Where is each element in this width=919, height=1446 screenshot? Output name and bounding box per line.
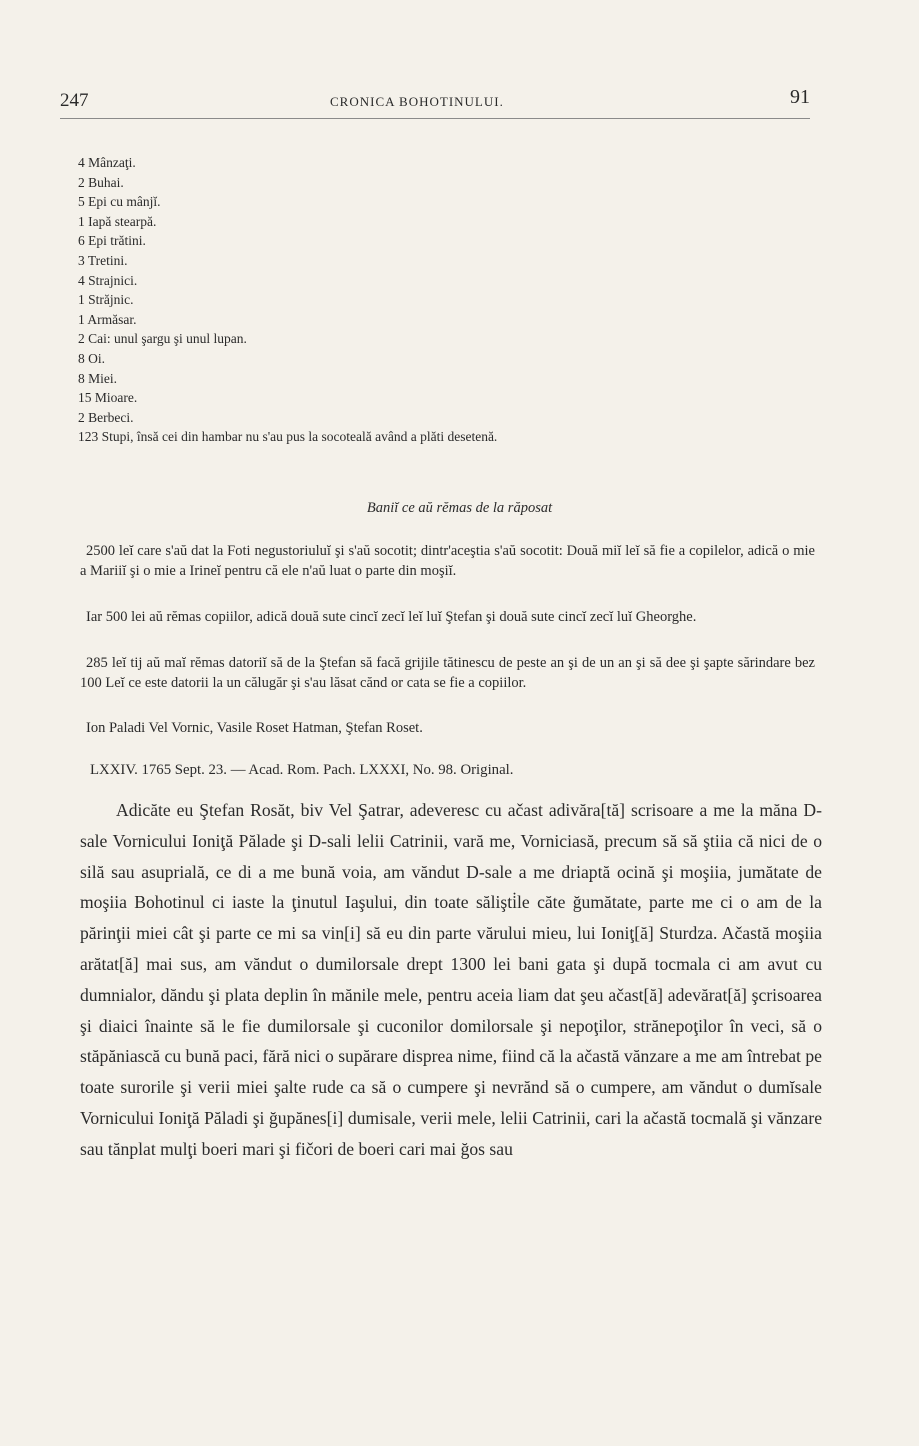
page-number: 91 bbox=[790, 86, 810, 108]
inventory-list bbox=[78, 153, 818, 447]
paragraph: 2500 leĭ care s'aŭ dat la Foti negustoriuluĭ şi s'aŭ socotit; dintr'aceştia s'aŭ socotit: Două miĭ leĭ să fie a copilelor, adică o mie a Mariiĭ şi o mie a Irineĭ pentru că ele n'aŭ luat o parte din moşiĭ. bbox=[80, 543, 815, 579]
list-item: 1 Străjnic. bbox=[78, 292, 134, 308]
list-item: 2 Cai: unul şargu şi unul lupan. bbox=[78, 331, 247, 347]
list-item: 2 Buhai. bbox=[78, 174, 124, 190]
page-header bbox=[60, 86, 810, 116]
list-item: 3 Tretini. bbox=[78, 252, 128, 268]
list-item: 123 Stupi, însă cei din hambar nu s'au pus la socoteală având a plăti desetenă. bbox=[78, 429, 498, 445]
document-text: Adicăte eu Ştefan Rosăt, biv Vel Şatrar, adeveresc cu ačast adivăra[tă] scrisoare a me la măna D-sale Vornicului Ioniţă Pălade şi D-sali lelii Catrinii, vară me, Vorniciasă, precum să să ştiia că nici de o silă sau asuprială, ce di a me bună voia, am văndut D-sale a me driaptă ocină şi moşiia, jumătate de moşiia Bohotinul ci iaste la ţinutul Iaşului, din toate sălişti̇le căte ğumătate, parte me ci o am de la părinţii miei cât şi parte ce mi sa vin[i] să eu din parte vărului mieu, lui Ioniţ[ă] Sturdza. Ačastă moşiia arătat[ă] mai sus, am văndut o dumilorsale drept 1300 lei bani gata şi după tocmala ci am avut cu dumnialor, dăndu şi plata deplin în mănile mele, pentru aceia liam dat şeu ačast[ă] adevărat[ă] şcrisoarea şi diaici înainte să le fie dumilorsale şi cuconilor domilorsale şi nepoţilor, strănepoţilor în veci, să o stăpăniască cu bună paci, fără nici o supărare disprea nime, fiind că la ačastă vănzare a me am întrebat pe toate surorile şi verii miei şalte rude ca să o cumpere şi nevrănd să o cumpere, am văndut o dumĭsale Vornicului Ioniţă Păladi şi ğupănes[i] dumisale, verii mele, lelii Catrinii, cari la ačastă tocmală şi vănzare sau tănplat mulţi boeri mari şi fičori de boeri cari mai ğos sau bbox=[80, 800, 822, 1159]
signatories: Ion Paladi Vel Vornic, Vasile Roset Hatman, Ştefan Roset. bbox=[86, 720, 423, 736]
list-item: 8 Miei. bbox=[78, 370, 117, 386]
document-reference: LXXIV. 1765 Sept. 23. — Acad. Rom. Pach. LXXXI, No. 98. Original. bbox=[90, 762, 514, 778]
list-item: 8 Oi. bbox=[78, 350, 105, 366]
running-title: CRONICA BOHOTINULUI. bbox=[330, 94, 504, 109]
left-page-number: 247 bbox=[60, 90, 89, 111]
list-item: 2 Berbeci. bbox=[78, 409, 134, 425]
list-item: 6 Epi trătini. bbox=[78, 233, 146, 249]
paragraph: Iar 500 lei aŭ rĕmas copiilor, adică două sute cincĭ zecĭ leĭ luĭ Ştefan şi două sute cincĭ zecĭ luĭ Gheorghe. bbox=[86, 609, 697, 625]
list-item: 4 Mânzaţi. bbox=[78, 155, 136, 170]
paragraph: 285 leĭ tij aŭ maĭ rĕmas datoriĭ să de la Ştefan să facă grijile tătinescu de peste an şi de un an şi să dee şi şapte sărindare bez 100 Leĭ ce este datorii la un călugăr şi s'au lăsat cănd or cata se fie a copiilor. bbox=[80, 655, 815, 691]
list-item: 15 Mioare. bbox=[78, 390, 138, 406]
list-item: 5 Epi cu mânjĭ. bbox=[78, 194, 161, 210]
section-title: Baniĭ ce aŭ rĕmas de la răposat bbox=[366, 500, 553, 516]
header-rule bbox=[60, 118, 810, 119]
list-item: 1 Armăsar. bbox=[78, 311, 137, 327]
list-item: 1 Iapă stearpă. bbox=[78, 213, 157, 229]
list-item: 4 Strajnici. bbox=[78, 272, 138, 288]
